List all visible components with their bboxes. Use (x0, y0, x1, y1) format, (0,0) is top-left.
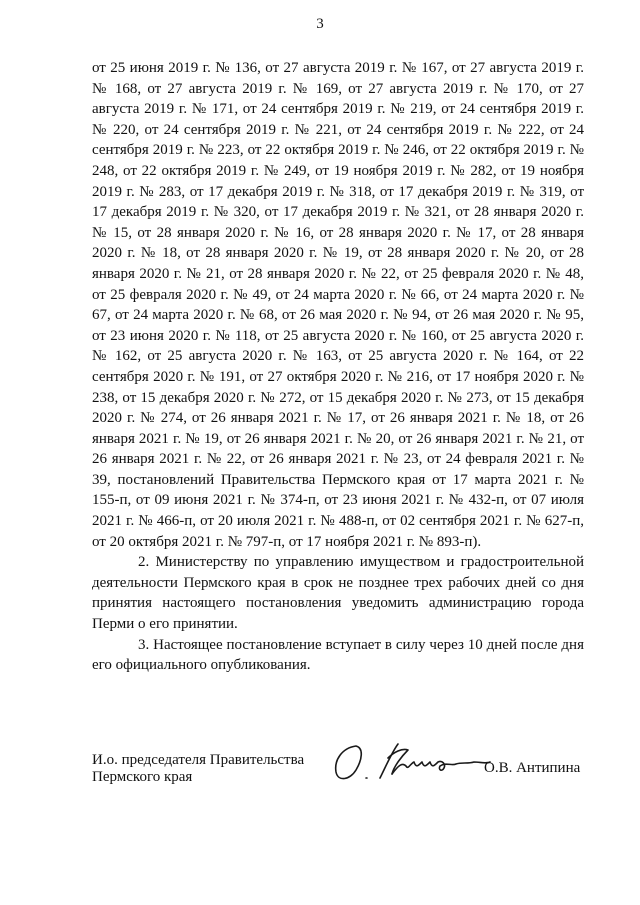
page-number: 3 (316, 16, 324, 32)
list-continuation-paragraph: от 25 июня 2019 г. № 136, от 27 августа 2019 г. № 167, от 27 августа 2019 г. № 168, от 27 августа 2019 г. № 169, от 27 августа 2019 г. № 170, от 27 августа 2019 г. № 171, от 24 сентября 2019 г. № 219, от 24 сентября 2019 г. № 220, от 24 сентября 2019 г. № 221, от 24 сентября 2019 г. № 222, от 24 сентября 2019 г. № 223, от 22 октября 2019 г. № 246, от 22 октября 2019 г. № 248, от 22 октября 2019 г. № 249, от 19 ноября 2019 г. № 282, от 19 ноября 2019 г. № 283, от 17 декабря 2019 г. № 318, от 17 декабря 2019 г. № 319, от 17 декабря 2019 г. № 320, от 17 декабря 2019 г. № 321, от 28 января 2020 г. № 15, от 28 января 2020 г. № 16, от 28 января 2020 г. № 17, от 28 января 2020 г. № 18, от 28 января 2020 г. № 19, от 28 января 2020 г. № 20, от 28 января 2020 г. № 21, от 28 января 2020 г. № 22, от 25 февраля 2020 г. № 48, от 25 февраля 2020 г. № 49, от 24 марта 2020 г. № 66, от 24 марта 2020 г. № 67, от 24 марта 2020 г. № 68, от 26 мая 2020 г. № 94, от 26 мая 2020 г. № 95, от 23 июня 2020 г. № 118, от 25 августа 2020 г. № 160, от 25 августа 2020 г. № 162, от 25 августа 2020 г. № 163, от 25 августа 2020 г. № 164, от 22 сентября 2020 г. № 191, от 27 октября 2020 г. № 216, от 17 ноября 2020 г. № 238, от 15 декабря 2020 г. № 272, от 15 декабря 2020 г. № 273, от 15 декабря 2020 г. № 274, от 26 января 2021 г. № 17, от 26 января 2021 г. № 18, от 26 января 2021 г. № 19, от 26 января 2021 г. № 20, от 26 января 2021 г. № 21, от 26 января 2021 г. № 22, от 26 января 2021 г. № 23, от 24 февраля 2021 г. № 39, постановлений Правительства Пермского края от 17 марта 2021 г. № 155-п, от 09 июня 2021 г. № 374-п, от 23 июня 2021 г. № 432-п, от 07 июля 2021 г. № 466-п, от 20 июля 2021 г. № 488-п, от 02 сентября 2021 г. № 627-п, от 20 октября 2021 г. № 797-п, от 17 ноября 2021 г. № 893-п). (92, 60, 584, 550)
document-body (92, 58, 584, 676)
signatory-title-line-2: Пермского края (92, 769, 193, 785)
paragraph-2: 2. Министерству по управлению имуществом и градостроительной деятельности Пермского края в срок не позднее трех рабочих дней со дня принятия настоящего постановления уведомить администрацию города Перми о его принятии. (92, 554, 584, 633)
signatory-position (92, 752, 304, 786)
handwritten-signature (328, 738, 492, 784)
signatory-title-line-1: И.о. председателя Правительства (92, 752, 305, 768)
paragraph-3: 3. Настоящее постановление вступает в силу через 10 дней после дня его официального опубликования. (92, 636, 584, 674)
signatory-name: О.В. Антипина (484, 760, 581, 776)
signature-strokes (336, 744, 490, 779)
